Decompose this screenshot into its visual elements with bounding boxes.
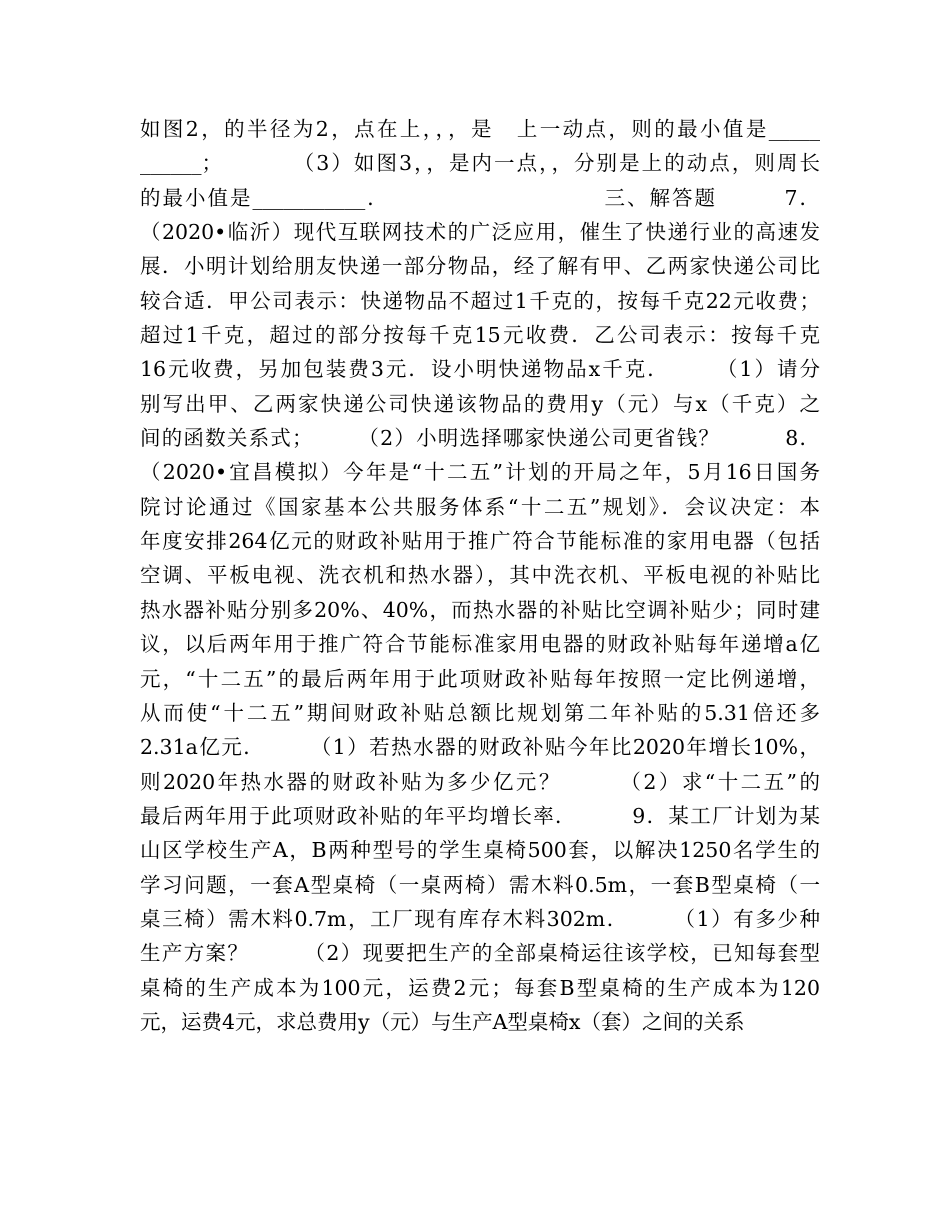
text-line: 16元收费，另加包装费3元．设小明快递物品x千克． （1）请分 [140,357,820,382]
text-line: 从而使“十二五”期间财政补贴总额比规划第二年补贴的5.31倍还多 [140,700,820,725]
text-line: 2.31a亿元． （1）若热水器的财政补贴今年比2020年增长10%， [140,735,820,760]
text-line: 别写出甲、乙两家快递公司快递该物品的费用y（元）与x（千克）之 [140,391,820,416]
text-line: 热水器补贴分别多20%、40%，而热水器的补贴比空调补贴少；同时建 [140,597,820,622]
text-line: 年度安排264亿元的财政补贴用于推广符合节能标准的家用电器（包括 [140,529,820,554]
text-line: 则2020年热水器的财政补贴为多少亿元？ （2）求“十二五”的 [140,769,820,794]
text-line: 桌三椅）需木料0.7m，工厂现有库存木料302m． （1）有多少种 [140,906,820,931]
text-line: 如图2，的半径为2，点在上，，，是 上一动点，则的最小值是_____ [140,117,820,141]
text-line: 生产方案？ （2）现要把生产的全部桌椅运往该学校，已知每套型 [140,941,820,966]
text-line: 间的函数关系式； （2）小明选择哪家快递公司更省钱？ 8． [140,426,820,451]
text-line: 元，运费4元，求总费用y（元）与生产A型桌椅x（套）之间的关系 [140,1009,745,1034]
text-line: （2020•宜昌模拟）今年是“十二五”计划的开局之年，5月16日国务 [140,460,820,485]
text-line: 山区学校生产A，B两种型号的学生桌椅500套，以解决1250名学生的 [140,838,820,863]
text-line: ______； （3）如图3，，是内一点，，分别是上的动点，则周长 [140,151,820,176]
text-line: （2020•临沂）现代互联网技术的广泛应用，催生了快递行业的高速发 [140,220,820,245]
text-line: 元，“十二五”的最后两年用于此项财政补贴每年按照一定比例递增， [140,666,820,691]
text-line: 桌椅的生产成本为100元，运费2元；每套B型桌椅的生产成本为120 [140,975,820,1000]
document-body [140,112,820,1039]
text-line: 院讨论通过《国家基本公共服务体系“十二五”规划》．会议决定：本 [140,494,820,519]
text-line: 超过1千克，超过的部分按每千克15元收费．乙公司表示：按每千克 [140,323,820,348]
text-line: 学习问题，一套A型桌椅（一桌两椅）需木料0.5m，一套B型桌椅（一 [140,872,820,897]
text-line: 的最小值是___________． 三、解答题 7． [140,185,820,210]
text-line: 展．小明计划给朋友快递一部分物品，经了解有甲、乙两家快递公司比 [140,254,820,279]
text-line: 最后两年用于此项财政补贴的年平均增长率． 9．某工厂计划为某 [140,803,820,828]
text-line: 议，以后两年用于推广符合节能标准家用电器的财政补贴每年递增a亿 [140,632,820,657]
text-line: 空调、平板电视、洗衣机和热水器），其中洗衣机、平板电视的补贴比 [140,563,820,588]
text-line: 较合适．甲公司表示：快递物品不超过1千克的，按每千克22元收费； [140,288,820,313]
